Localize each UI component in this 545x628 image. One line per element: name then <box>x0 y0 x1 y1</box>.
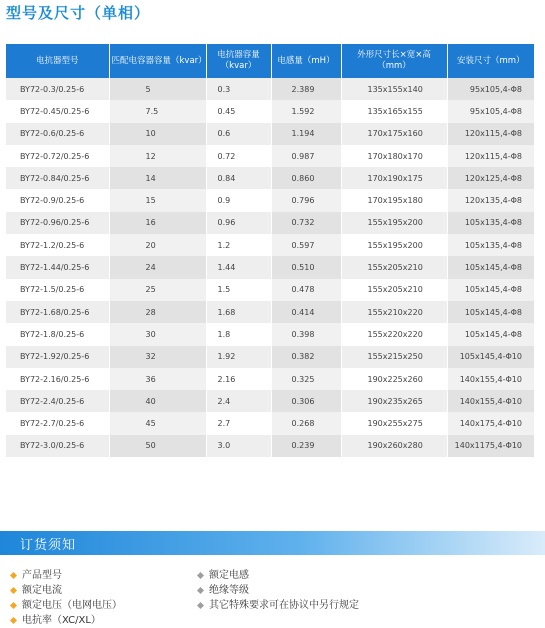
cell-inductance: 1.592 <box>271 100 341 122</box>
gray-diamond-bullet-icon <box>197 572 204 579</box>
table-header-row <box>6 44 534 78</box>
cell-model: BY72-2.16/0.25-6 <box>6 368 109 390</box>
cell-model: BY72-0.84/0.25-6 <box>6 167 109 189</box>
cell-capacitor-capacity: 12 <box>109 145 206 167</box>
cell-capacitor-capacity: 16 <box>109 212 206 234</box>
cell-inductance: 0.510 <box>271 256 341 278</box>
table-row <box>6 78 534 100</box>
cell-inductance: 0.732 <box>271 212 341 234</box>
cell-dimensions: 155x195x200 <box>341 212 447 234</box>
cell-model: BY72-1.2/0.25-6 <box>6 234 109 256</box>
list-item-label: 额定电感 <box>209 570 249 581</box>
cell-capacitor-capacity: 14 <box>109 167 206 189</box>
header-reactor-capacity: 电抗器容量（kvar） <box>206 44 271 78</box>
cell-install-size: 105x145,4-Φ8 <box>447 301 534 323</box>
cell-inductance: 0.306 <box>271 390 341 412</box>
header-dimensions: 外形尺寸长×宽×高（mm） <box>341 44 447 78</box>
cell-inductance: 0.597 <box>271 234 341 256</box>
table-row <box>6 189 534 211</box>
cell-install-size: 95x105,4-Φ8 <box>447 100 534 122</box>
cell-capacitor-capacity: 25 <box>109 279 206 301</box>
cell-inductance: 0.268 <box>271 412 341 434</box>
cell-install-size: 95x105,4-Φ8 <box>447 78 534 100</box>
cell-reactor-capacity: 1.92 <box>206 346 271 368</box>
list-item-label: 额定电流 <box>22 585 62 596</box>
gray-diamond-bullet-icon <box>197 602 204 609</box>
cell-inductance: 0.860 <box>271 167 341 189</box>
cell-inductance: 0.414 <box>271 301 341 323</box>
list-item <box>6 583 122 598</box>
cell-reactor-capacity: 3.0 <box>206 435 271 457</box>
cell-model: BY72-1.5/0.25-6 <box>6 279 109 301</box>
table-row <box>6 323 534 345</box>
cell-reactor-capacity: 2.16 <box>206 368 271 390</box>
cell-reactor-capacity: 1.5 <box>206 279 271 301</box>
cell-inductance: 2.389 <box>271 78 341 100</box>
cell-dimensions: 170x175x160 <box>341 123 447 145</box>
cell-reactor-capacity: 0.6 <box>206 123 271 145</box>
cell-model: BY72-0.9/0.25-6 <box>6 189 109 211</box>
cell-dimensions: 170x190x175 <box>341 167 447 189</box>
cell-model: BY72-2.4/0.25-6 <box>6 390 109 412</box>
cell-inductance: 0.325 <box>271 368 341 390</box>
cell-reactor-capacity: 1.44 <box>206 256 271 278</box>
orange-diamond-bullet-icon <box>10 572 17 579</box>
cell-reactor-capacity: 1.2 <box>206 234 271 256</box>
orange-diamond-bullet-icon <box>10 617 17 624</box>
cell-dimensions: 155x215x250 <box>341 346 447 368</box>
cell-capacitor-capacity: 36 <box>109 368 206 390</box>
cell-dimensions: 135x155x140 <box>341 78 447 100</box>
cell-dimensions: 190x260x280 <box>341 435 447 457</box>
table-row <box>6 435 534 457</box>
table-row <box>6 390 534 412</box>
table-row <box>6 346 534 368</box>
list-item-label: 绝缘等级 <box>209 585 249 596</box>
cell-dimensions: 190x255x275 <box>341 412 447 434</box>
cell-capacitor-capacity: 50 <box>109 435 206 457</box>
cell-model: BY72-3.0/0.25-6 <box>6 435 109 457</box>
cell-model: BY72-1.68/0.25-6 <box>6 301 109 323</box>
cell-install-size: 120x115,4-Φ8 <box>447 145 534 167</box>
cell-dimensions: 135x165x155 <box>341 100 447 122</box>
cell-reactor-capacity: 0.96 <box>206 212 271 234</box>
cell-model: BY72-0.72/0.25-6 <box>6 145 109 167</box>
list-item <box>193 598 359 613</box>
list-item <box>193 583 359 598</box>
cell-reactor-capacity: 0.45 <box>206 100 271 122</box>
ordering-title: 订货须知 <box>20 538 77 553</box>
cell-install-size: 105x145,4-Φ8 <box>447 279 534 301</box>
cell-capacitor-capacity: 15 <box>109 189 206 211</box>
cell-install-size: 120x135,4-Φ8 <box>447 189 534 211</box>
list-item-label: 其它特殊要求可在协议中另行规定 <box>209 600 359 611</box>
cell-capacitor-capacity: 7.5 <box>109 100 206 122</box>
cell-install-size: 120x125,4-Φ8 <box>447 167 534 189</box>
cell-model: BY72-0.6/0.25-6 <box>6 123 109 145</box>
header-install-size: 安装尺寸（mm） <box>447 44 534 78</box>
cell-install-size: 140x175,4-Φ10 <box>447 412 534 434</box>
cell-model: BY72-0.45/0.25-6 <box>6 100 109 122</box>
cell-capacitor-capacity: 20 <box>109 234 206 256</box>
cell-capacitor-capacity: 32 <box>109 346 206 368</box>
cell-reactor-capacity: 2.7 <box>206 412 271 434</box>
cell-dimensions: 190x235x265 <box>341 390 447 412</box>
cell-install-size: 105x135,4-Φ8 <box>447 212 534 234</box>
cell-install-size: 105x145,4-Φ10 <box>447 346 534 368</box>
table-row <box>6 279 534 301</box>
cell-dimensions: 155x205x210 <box>341 279 447 301</box>
ordering-list-left <box>6 568 122 628</box>
cell-reactor-capacity: 0.3 <box>206 78 271 100</box>
cell-inductance: 0.987 <box>271 145 341 167</box>
spec-table <box>6 44 534 457</box>
cell-inductance: 1.194 <box>271 123 341 145</box>
cell-model: BY72-0.3/0.25-6 <box>6 78 109 100</box>
cell-dimensions: 155x220x220 <box>341 323 447 345</box>
orange-diamond-bullet-icon <box>10 602 17 609</box>
table-row <box>6 256 534 278</box>
list-item-label: 额定电压（电网电压） <box>22 600 122 611</box>
cell-inductance: 0.478 <box>271 279 341 301</box>
gray-diamond-bullet-icon <box>197 587 204 594</box>
cell-reactor-capacity: 0.84 <box>206 167 271 189</box>
cell-dimensions: 170x180x170 <box>341 145 447 167</box>
header-inductance: 电感量（mH） <box>271 44 341 78</box>
cell-inductance: 0.382 <box>271 346 341 368</box>
cell-install-size: 140x1175,4-Φ10 <box>447 435 534 457</box>
cell-inductance: 0.796 <box>271 189 341 211</box>
list-item-label: 产品型号 <box>22 570 62 581</box>
header-model: 电抗器型号 <box>6 44 109 78</box>
cell-model: BY72-1.8/0.25-6 <box>6 323 109 345</box>
cell-dimensions: 155x205x210 <box>341 256 447 278</box>
cell-dimensions: 170x195x180 <box>341 189 447 211</box>
cell-inductance: 0.398 <box>271 323 341 345</box>
cell-dimensions: 155x195x200 <box>341 234 447 256</box>
cell-install-size: 140x155,4-Φ10 <box>447 368 534 390</box>
cell-dimensions: 155x210x220 <box>341 301 447 323</box>
list-item <box>193 568 359 583</box>
table-row <box>6 145 534 167</box>
list-item <box>6 568 122 583</box>
table-row <box>6 368 534 390</box>
cell-reactor-capacity: 0.72 <box>206 145 271 167</box>
list-item <box>6 598 122 613</box>
table-row <box>6 301 534 323</box>
list-item <box>6 613 122 628</box>
cell-model: BY72-0.96/0.25-6 <box>6 212 109 234</box>
cell-capacitor-capacity: 5 <box>109 78 206 100</box>
cell-reactor-capacity: 1.68 <box>206 301 271 323</box>
list-item-label: 电抗率（XC/XL） <box>22 615 101 626</box>
table-body <box>6 78 534 457</box>
header-capacitor-capacity: 匹配电容器容量（kvar） <box>109 44 206 78</box>
cell-inductance: 0.239 <box>271 435 341 457</box>
table-row <box>6 412 534 434</box>
cell-reactor-capacity: 0.9 <box>206 189 271 211</box>
ordering-section-header <box>0 531 545 555</box>
table-row <box>6 234 534 256</box>
cell-model: BY72-1.92/0.25-6 <box>6 346 109 368</box>
cell-install-size: 140x155,4-Φ10 <box>447 390 534 412</box>
cell-install-size: 105x145,4-Φ8 <box>447 323 534 345</box>
cell-reactor-capacity: 1.8 <box>206 323 271 345</box>
cell-model: BY72-2.7/0.25-6 <box>6 412 109 434</box>
cell-capacitor-capacity: 28 <box>109 301 206 323</box>
table-row <box>6 212 534 234</box>
cell-capacitor-capacity: 30 <box>109 323 206 345</box>
cell-model: BY72-1.44/0.25-6 <box>6 256 109 278</box>
table-row <box>6 167 534 189</box>
orange-diamond-bullet-icon <box>10 587 17 594</box>
cell-capacitor-capacity: 45 <box>109 412 206 434</box>
cell-install-size: 120x115,4-Φ8 <box>447 123 534 145</box>
cell-capacitor-capacity: 24 <box>109 256 206 278</box>
page-title: 型号及尺寸（单相） <box>6 4 151 22</box>
table-row <box>6 123 534 145</box>
cell-capacitor-capacity: 40 <box>109 390 206 412</box>
ordering-list-right <box>193 568 359 613</box>
table-row <box>6 100 534 122</box>
cell-install-size: 105x145,4-Φ8 <box>447 256 534 278</box>
cell-dimensions: 190x225x260 <box>341 368 447 390</box>
cell-capacitor-capacity: 10 <box>109 123 206 145</box>
cell-reactor-capacity: 2.4 <box>206 390 271 412</box>
cell-install-size: 105x135,4-Φ8 <box>447 234 534 256</box>
